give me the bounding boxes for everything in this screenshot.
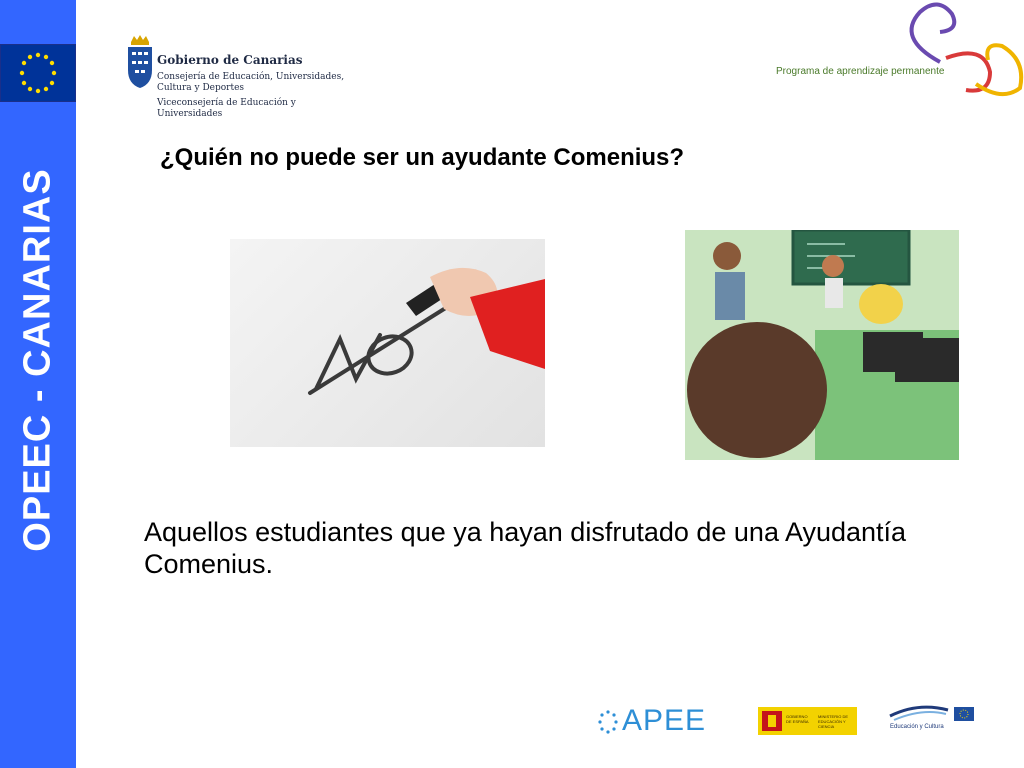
apee-stars-icon bbox=[596, 704, 620, 740]
gobierno-canarias-logo bbox=[122, 32, 352, 124]
hand-writing-no-photo bbox=[230, 239, 545, 447]
gov-subtitle-2: Viceconsejería de Educación y Universidades bbox=[157, 98, 296, 119]
body-text: Aquellos estudiantes que ya hayan disfrutado de una Ayudantía Comenius. bbox=[144, 517, 907, 579]
apee-text: APEE bbox=[622, 704, 707, 737]
ministerio-logo bbox=[758, 707, 857, 735]
ministerio-text: MINISTERIO DE EDUCACIÓN Y CIENCIA bbox=[818, 714, 849, 729]
llp-logo bbox=[770, 0, 1024, 108]
sidebar bbox=[0, 0, 76, 768]
crest-icon bbox=[125, 34, 155, 90]
eu-flag-icon bbox=[0, 44, 76, 102]
vertical-title-container bbox=[0, 120, 76, 600]
gobierno-espana-text: GOBIERNO DE ESPAÑA bbox=[786, 714, 809, 724]
llp-swirl-icon bbox=[770, 0, 1024, 108]
gov-subtitle: Consejería de Educación, Universidades, Cultura y Deportes bbox=[157, 72, 345, 93]
gov-title: Gobierno de Canarias bbox=[157, 53, 303, 67]
spain-crest-icon bbox=[760, 707, 784, 735]
llp-text: Programa de aprendizaje permanente bbox=[776, 66, 945, 77]
apee-logo bbox=[596, 704, 720, 740]
vertical-title: OPEEC - CANARIAS bbox=[16, 168, 59, 552]
classroom-illustration bbox=[685, 230, 959, 460]
slide-title: ¿Quién no puede ser un ayudante Comenius? bbox=[160, 144, 685, 171]
educacion-cultura-icon bbox=[888, 700, 978, 724]
educacion-cultura-logo bbox=[888, 700, 978, 740]
educacion-cultura-text: Educación y Cultura bbox=[890, 724, 944, 730]
